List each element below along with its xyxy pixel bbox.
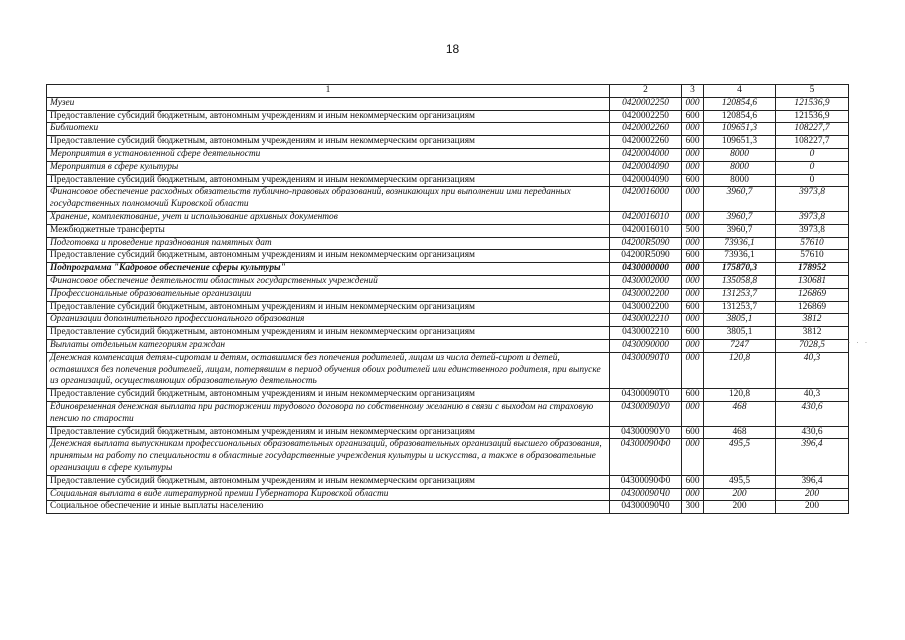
row-code-cell: 0420002260 [610,123,682,136]
row-name-cell: Подпрограмма "Кадровое обеспечение сферы культуры" [47,263,610,276]
row-value-col4-cell: 73936,1 [704,250,776,263]
row-value-col5-cell: 3812 [776,314,849,327]
table-row [47,136,849,149]
header-cell: 5 [776,85,849,98]
row-value-col5-cell: 430,6 [776,426,849,439]
row-value-col5-cell: 121536,9 [776,97,849,110]
row-value-col4-cell: 7247 [704,339,776,352]
table-row [47,426,849,439]
row-code-cell: 0430002000 [610,275,682,288]
page-number: 18 [445,42,460,56]
table-row [47,275,849,288]
table-row [47,123,849,136]
row-type-cell: 600 [682,250,704,263]
row-type-cell: 000 [682,123,704,136]
row-code-cell: 0420004000 [610,148,682,161]
row-code-cell: 0430090000 [610,339,682,352]
table-row [47,389,849,402]
row-name-cell: Мероприятия в установленной сфере деятельности [47,148,610,161]
row-value-col4-cell: 175870,3 [704,263,776,276]
row-type-cell: 000 [682,148,704,161]
row-type-cell: 000 [682,187,704,212]
budget-table [46,84,849,514]
row-value-col4-cell: 200 [704,501,776,514]
table-row [47,211,849,224]
row-code-cell: 04300090У0 [610,401,682,426]
table-row [47,224,849,237]
row-value-col4-cell: 3805,1 [704,327,776,340]
row-value-col4-cell: 73936,1 [704,237,776,250]
table-row [47,97,849,110]
row-name-cell: Финансовое обеспечение деятельности областных государственных учреждений [47,275,610,288]
row-value-col4-cell: 8000 [704,148,776,161]
table-row [47,250,849,263]
row-type-cell: 000 [682,288,704,301]
row-code-cell: 04300090Ч0 [610,501,682,514]
table-row [47,148,849,161]
row-name-cell: Подготовка и проведение празднования памятных дат [47,237,610,250]
row-code-cell: 04300090Т0 [610,352,682,388]
row-name-cell: Предоставление субсидий бюджетным, автономным учреждениям и иным некоммерческим организациям [47,174,610,187]
row-code-cell: 0420002250 [610,97,682,110]
row-name-cell: Предоставление субсидий бюджетным, автономным учреждениям и иным некоммерческим организациям [47,327,610,340]
row-type-cell: 000 [682,352,704,388]
table-row [47,501,849,514]
table-row [47,401,849,426]
table-row [47,263,849,276]
row-value-col5-cell: 3812 [776,327,849,340]
row-code-cell: 0420004090 [610,161,682,174]
row-value-col4-cell: 120854,6 [704,97,776,110]
row-value-col4-cell: 131253,7 [704,301,776,314]
table-row [47,475,849,488]
row-value-col5-cell: 200 [776,501,849,514]
table-row [47,161,849,174]
row-name-cell: Межбюджетные трансферты [47,224,610,237]
table-row [47,488,849,501]
header-cell: 1 [47,85,610,98]
row-code-cell: 04300090Ч0 [610,488,682,501]
row-code-cell: 0420002250 [610,110,682,123]
row-value-col5-cell: 3973,8 [776,211,849,224]
row-value-col4-cell: 3960,7 [704,211,776,224]
row-value-col4-cell: 120854,6 [704,110,776,123]
row-value-col5-cell: 0 [776,161,849,174]
table-row [47,237,849,250]
row-name-cell: Библиотеки [47,123,610,136]
row-code-cell: 0420002260 [610,136,682,149]
row-value-col4-cell: 131253,7 [704,288,776,301]
row-value-col5-cell: 108227,7 [776,136,849,149]
header-cell: 3 [682,85,704,98]
table-row [47,352,849,388]
scan-artifact: · · · [848,339,870,347]
row-type-cell: 000 [682,275,704,288]
row-name-cell: Хранение, комплектование, учет и использование архивных документов [47,211,610,224]
row-value-col5-cell: 57610 [776,237,849,250]
row-value-col4-cell: 120,8 [704,352,776,388]
row-type-cell: 600 [682,426,704,439]
row-value-col4-cell: 495,5 [704,439,776,475]
row-name-cell: Организации дополнительного профессионального образования [47,314,610,327]
row-code-cell: 0420016010 [610,211,682,224]
row-code-cell: 04300090Ф0 [610,439,682,475]
header-cell: 4 [704,85,776,98]
table-row [47,327,849,340]
row-code-cell: 0430000000 [610,263,682,276]
row-name-cell: Предоставление субсидий бюджетным, автономным учреждениям и иным некоммерческим организациям [47,301,610,314]
row-value-col4-cell: 135058,8 [704,275,776,288]
row-type-cell: 000 [682,161,704,174]
row-type-cell: 000 [682,237,704,250]
row-value-col5-cell: 430,6 [776,401,849,426]
row-value-col4-cell: 8000 [704,174,776,187]
row-code-cell: 0420004090 [610,174,682,187]
row-code-cell: 0420016000 [610,187,682,212]
row-type-cell: 600 [682,174,704,187]
row-name-cell: Выплаты отдельным категориям граждан [47,339,610,352]
table-row [47,187,849,212]
row-type-cell: 000 [682,401,704,426]
row-value-col4-cell: 109651,3 [704,123,776,136]
row-name-cell: Предоставление субсидий бюджетным, автономным учреждениям и иным некоммерческим организациям [47,110,610,123]
row-name-cell: Денежная компенсация детям-сиротам и детям, оставшимся без попечения родителей, лицам из числа детей-сирот и детей, оставшихся без попечения родителей, лицам, потерявшим в период обучения обоих родителей или единственного родителя, при выпуске из организаций, осуществляющих образовательную деятельность [47,352,610,388]
row-code-cell: 0430002210 [610,314,682,327]
row-type-cell: 000 [682,314,704,327]
row-value-col5-cell: 40,3 [776,352,849,388]
row-value-col5-cell: 126869 [776,301,849,314]
row-value-col4-cell: 8000 [704,161,776,174]
row-type-cell: 300 [682,501,704,514]
row-type-cell: 600 [682,475,704,488]
row-code-cell: 0430002200 [610,288,682,301]
row-value-col5-cell: 3973,8 [776,187,849,212]
row-type-cell: 600 [682,136,704,149]
row-value-col5-cell: 200 [776,488,849,501]
row-value-col5-cell: 396,4 [776,475,849,488]
row-value-col4-cell: 468 [704,426,776,439]
row-name-cell: Мероприятия в сфере культуры [47,161,610,174]
row-value-col4-cell: 109651,3 [704,136,776,149]
row-type-cell: 500 [682,224,704,237]
row-name-cell: Социальная выплата в виде литературной премии Губернатора Кировской области [47,488,610,501]
row-value-col4-cell: 3805,1 [704,314,776,327]
row-value-col5-cell: 40,3 [776,389,849,402]
row-value-col4-cell: 3960,7 [704,224,776,237]
row-name-cell: Денежная выплата выпускникам профессиональных образовательных организаций, образовательных организаций высшего образования, принятым на работу по специальности в областные государственные учреждения культуры и искусства, а также в образовательные организации в сфере культуры [47,439,610,475]
row-code-cell: 0430002210 [610,327,682,340]
row-type-cell: 000 [682,211,704,224]
row-code-cell: 04300090Ф0 [610,475,682,488]
row-name-cell: Предоставление субсидий бюджетным, автономным учреждениям и иным некоммерческим организациям [47,136,610,149]
row-type-cell: 000 [682,488,704,501]
table-row [47,174,849,187]
row-code-cell: 0420016010 [610,224,682,237]
table-row [47,301,849,314]
row-value-col4-cell: 468 [704,401,776,426]
table-row [47,110,849,123]
table-row [47,288,849,301]
row-value-col5-cell: 126869 [776,288,849,301]
header-cell: 2 [610,85,682,98]
row-value-col5-cell: 178952 [776,263,849,276]
row-name-cell: Социальное обеспечение и иные выплаты населению [47,501,610,514]
row-name-cell: Предоставление субсидий бюджетным, автономным учреждениям и иным некоммерческим организациям [47,389,610,402]
table-row [47,314,849,327]
row-type-cell: 600 [682,327,704,340]
row-value-col5-cell: 0 [776,148,849,161]
row-value-col5-cell: 57610 [776,250,849,263]
row-value-col5-cell: 0 [776,174,849,187]
row-name-cell: Единовременная денежная выплата при расторжении трудового договора по собственному желанию в связи с выходом на страховую пенсию по старости [47,401,610,426]
row-type-cell: 000 [682,439,704,475]
row-value-col5-cell: 396,4 [776,439,849,475]
table-row [47,339,849,352]
table-header-row [47,85,849,98]
row-value-col4-cell: 3960,7 [704,187,776,212]
row-name-cell: Профессиональные образовательные организации [47,288,610,301]
row-value-col4-cell: 495,5 [704,475,776,488]
row-value-col5-cell: 130681 [776,275,849,288]
row-code-cell: 04300090Т0 [610,389,682,402]
row-code-cell: 04200R5090 [610,237,682,250]
row-value-col4-cell: 200 [704,488,776,501]
row-value-col5-cell: 108227,7 [776,123,849,136]
row-name-cell: Предоставление субсидий бюджетным, автономным учреждениям и иным некоммерческим организациям [47,475,610,488]
row-name-cell: Музеи [47,97,610,110]
row-type-cell: 600 [682,110,704,123]
row-name-cell: Предоставление субсидий бюджетным, автономным учреждениям и иным некоммерческим организациям [47,426,610,439]
row-value-col5-cell: 3973,8 [776,224,849,237]
row-name-cell: Предоставление субсидий бюджетным, автономным учреждениям и иным некоммерческим организациям [47,250,610,263]
row-code-cell: 04200R5090 [610,250,682,263]
row-value-col5-cell: 7028,5 [776,339,849,352]
table-row [47,439,849,475]
row-type-cell: 000 [682,97,704,110]
row-value-col5-cell: 121536,9 [776,110,849,123]
row-value-col4-cell: 120,8 [704,389,776,402]
row-type-cell: 000 [682,339,704,352]
row-code-cell: 0430002200 [610,301,682,314]
row-type-cell: 600 [682,301,704,314]
row-code-cell: 04300090У0 [610,426,682,439]
row-type-cell: 600 [682,389,704,402]
row-name-cell: Финансовое обеспечение расходных обязательств публично-правовых образований, возникающих при выполнении ими переданных государственных полномочий Кировской области [47,187,610,212]
row-type-cell: 000 [682,263,704,276]
